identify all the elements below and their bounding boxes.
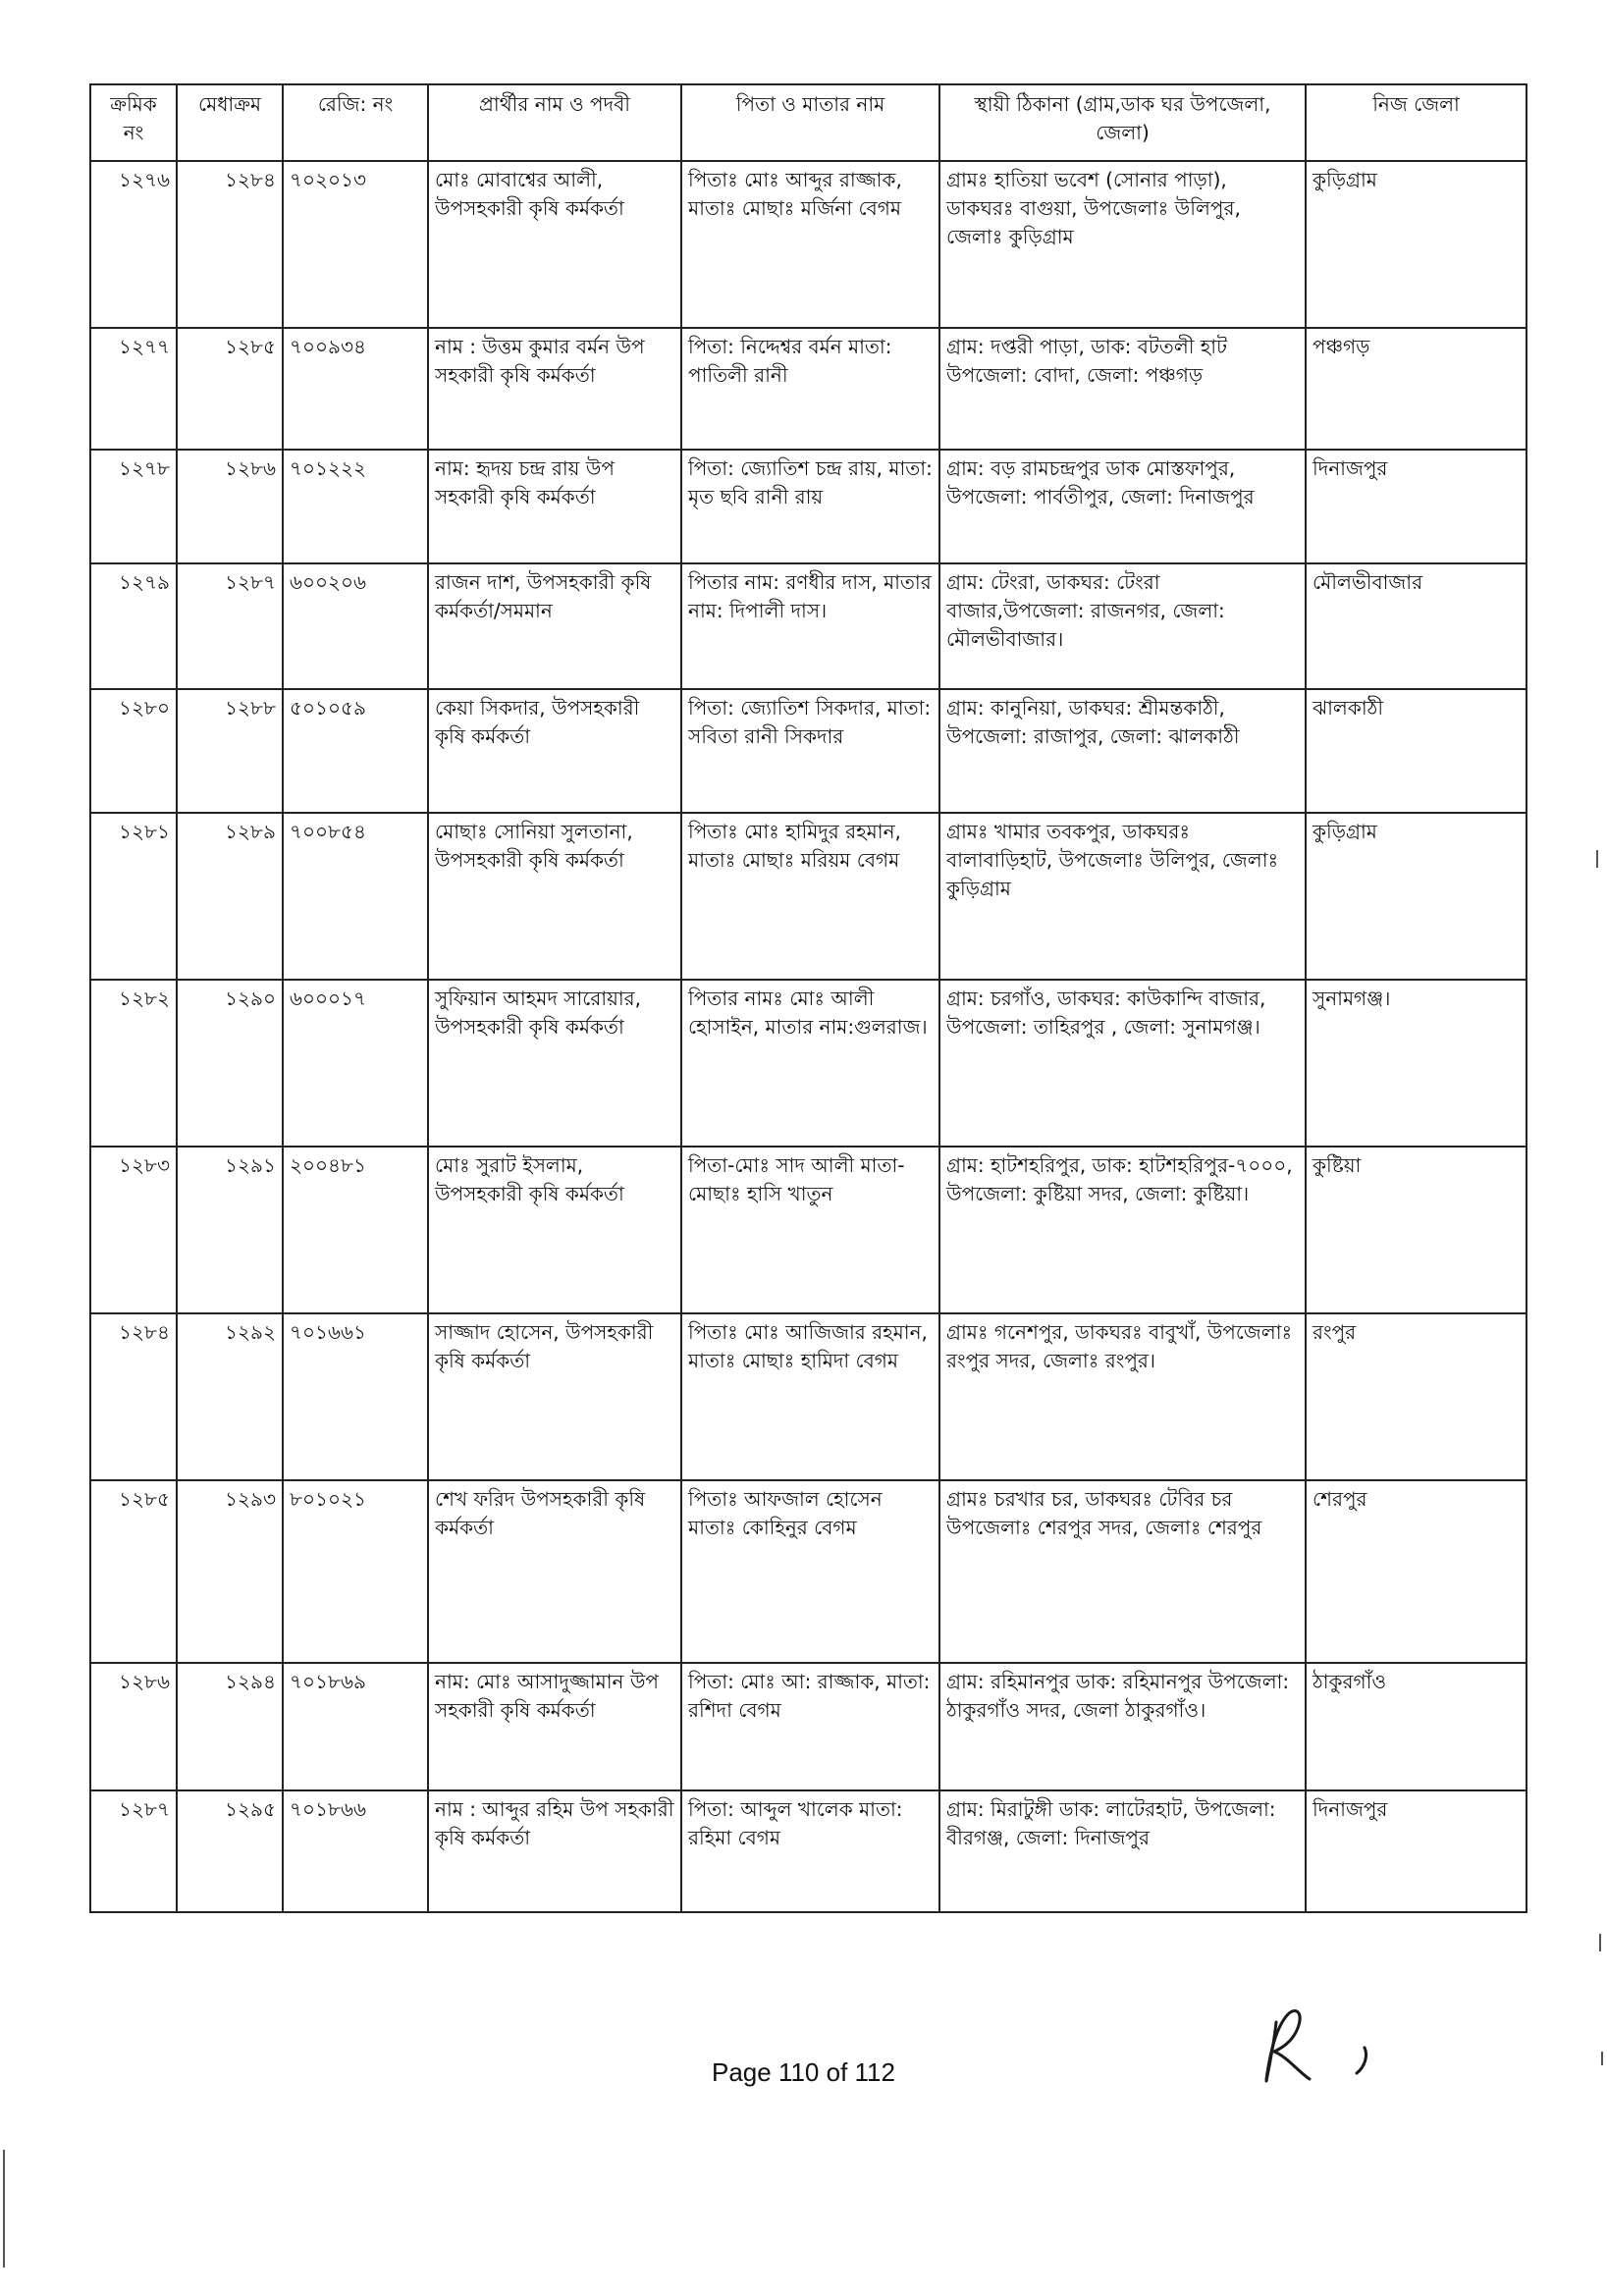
cell-merit: ১২৯৫	[177, 1790, 283, 1912]
cell-address: গ্রাম: মিরাটুঙ্গী ডাক: লাটেরহাট, উপজেলা: বীরগঞ্জ, জেলা: দিনাজপুর	[939, 1790, 1306, 1912]
header-parents: পিতা ও মাতার নাম	[681, 84, 939, 161]
cell-parents: পিতাঃ আফজাল হোসেন মাতাঃ কোহিনুর বেগম	[681, 1480, 939, 1663]
cell-name: মোছাঃ সোনিয়া সুলতানা, উপসহকারী কৃষি কর্মকর্তা	[428, 813, 681, 980]
cell-reg: ৭০১৮৬৯	[283, 1663, 428, 1790]
table-row	[90, 1663, 1527, 1790]
cell-serial: ১২৮৩	[90, 1147, 177, 1313]
cell-merit: ১২৮৯	[177, 813, 283, 980]
cell-reg: ৭০২০১৩	[283, 161, 428, 328]
cell-address: গ্রামঃ হাতিয়া ভবেশ (সোনার পাড়া), ডাকঘরঃ বাগুয়া, উপজেলাঃ উলিপুর, জেলাঃ কুড়িগ্রাম	[939, 161, 1306, 328]
cell-merit: ১২৮৫	[177, 328, 283, 450]
cell-merit: ১২৯২	[177, 1313, 283, 1480]
cell-name: নাম: হৃদয় চন্দ্র রায় উপ সহকারী কৃষি কর্মকর্তা	[428, 450, 681, 563]
header-reg: রেজি: নং	[283, 84, 428, 161]
table-body	[90, 161, 1527, 1912]
cell-reg: ৬০০২০৬	[283, 563, 428, 689]
table-row	[90, 689, 1527, 813]
cell-name: শেখ ফরিদ উপসহকারী কৃষি কর্মকর্তা	[428, 1480, 681, 1663]
cell-district: রংপুর	[1306, 1313, 1527, 1480]
table-row	[90, 450, 1527, 563]
cell-parents: পিতা: জ্যোতিশ চন্দ্র রায়, মাতা: মৃত ছবি রানী রায়	[681, 450, 939, 563]
scan-edge-mark	[1601, 2052, 1603, 2065]
cell-name: নাম : উত্তম কুমার বর্মন উপ সহকারী কৃষি কর্মকর্তা	[428, 328, 681, 450]
page-number: Page 110 of 112	[712, 2057, 895, 2087]
cell-district: ঝালকাঠী	[1306, 689, 1527, 813]
cell-serial: ১২৭৬	[90, 161, 177, 328]
cell-district: কুড়িগ্রাম	[1306, 813, 1527, 980]
cell-serial: ১২৮৭	[90, 1790, 177, 1912]
cell-address: গ্রাম: হাটশহরিপুর, ডাক: হাটশহরিপুর-৭০০০, উপজেলা: কুষ্টিয়া সদর, জেলা: কুষ্টিয়া।	[939, 1147, 1306, 1313]
cell-address: গ্রামঃ চরখার চর, ডাকঘরঃ টেবির চর উপজেলাঃ শেরপুর সদর, জেলাঃ শেরপুর	[939, 1480, 1306, 1663]
cell-address: গ্রাম: রহিমানপুর ডাক: রহিমানপুর উপজেলা: ঠাকুরগাঁও সদর, জেলা ঠাকুরগাঁও।	[939, 1663, 1306, 1790]
cell-name: মোঃ মোবাশ্বের আলী, উপসহকারী কৃষি কর্মকর্তা	[428, 161, 681, 328]
cell-district: পঞ্চগড়	[1306, 328, 1527, 450]
header-address: স্থায়ী ঠিকানা (গ্রাম,ডাক ঘর উপজেলা, জেলা)	[939, 84, 1306, 161]
cell-reg: ৭০০৯৩৪	[283, 328, 428, 450]
cell-district: সুনামগঞ্জ।	[1306, 980, 1527, 1147]
cell-name: নাম : আব্দুর রহিম উপ সহকারী কৃষি কর্মকর্তা	[428, 1790, 681, 1912]
cell-serial: ১২৮১	[90, 813, 177, 980]
cell-district: দিনাজপুর	[1306, 450, 1527, 563]
header-name: প্রার্থীর নাম ও পদবী	[428, 84, 681, 161]
table-row	[90, 563, 1527, 689]
cell-merit: ১২৮৬	[177, 450, 283, 563]
table-row	[90, 980, 1527, 1147]
cell-name: মোঃ সুরাট ইসলাম, উপসহকারী কৃষি কর্মকর্তা	[428, 1147, 681, 1313]
cell-parents: পিতার নাম: রণধীর দাস, মাতার নাম: দিপালী দাস।	[681, 563, 939, 689]
cell-parents: পিতা: জ্যোতিশ সিকদার, মাতা: সবিতা রানী সিকদার	[681, 689, 939, 813]
cell-reg: ৭০১৬৬১	[283, 1313, 428, 1480]
cell-serial: ১২৮২	[90, 980, 177, 1147]
header-row	[90, 84, 1527, 161]
cell-address: গ্রামঃ খামার তবকপুর, ডাকঘরঃ বালাবাড়িহাট, উপজেলাঃ উলিপুর, জেলাঃ কুড়িগ্রাম	[939, 813, 1306, 980]
cell-parents: পিতাঃ মোঃ আব্দুর রাজ্জাক, মাতাঃ মোছাঃ মর্জিনা বেগম	[681, 161, 939, 328]
header-district: নিজ জেলা	[1306, 84, 1527, 161]
table-row	[90, 1147, 1527, 1313]
cell-reg: ৭০০৮৫৪	[283, 813, 428, 980]
cell-name: নাম: মোঃ আসাদুজ্জামান উপ সহকারী কৃষি কর্মকর্তা	[428, 1663, 681, 1790]
cell-merit: ১২৯০	[177, 980, 283, 1147]
table-row	[90, 1790, 1527, 1912]
cell-serial: ১২৮৫	[90, 1480, 177, 1663]
cell-address: গ্রাম: কানুনিয়া, ডাকঘর: শ্রীমন্তকাঠী, উপজেলা: রাজাপুর, জেলা: ঝালকাঠী	[939, 689, 1306, 813]
header-serial: ক্রমিক নং	[90, 84, 177, 161]
cell-district: শেরপুর	[1306, 1480, 1527, 1663]
cell-merit: ১২৮৮	[177, 689, 283, 813]
table-row	[90, 1313, 1527, 1480]
cell-name: রাজন দাশ, উপসহকারী কৃষি কর্মকর্তা/সমমান	[428, 563, 681, 689]
cell-merit: ১২৯৩	[177, 1480, 283, 1663]
cell-parents: পিতা: আব্দুল খালেক মাতা: রহিমা বেগম	[681, 1790, 939, 1912]
cell-district: মৌলভীবাজার	[1306, 563, 1527, 689]
cell-address: গ্রাম: দপ্তরী পাড়া, ডাক: বটতলী হাট উপজেলা: বোদা, জেলা: পঞ্চগড়	[939, 328, 1306, 450]
cell-merit: ১২৯১	[177, 1147, 283, 1313]
cell-district: কুড়িগ্রাম	[1306, 161, 1527, 328]
scan-edge-mark	[3, 2150, 5, 2268]
table-row	[90, 328, 1527, 450]
cell-reg: ৭০১৮৬৬	[283, 1790, 428, 1912]
cell-name: সাজ্জাদ হোসেন, উপসহকারী কৃষি কর্মকর্তা	[428, 1313, 681, 1480]
cell-parents: পিতা: মোঃ আ: রাজ্জাক, মাতা: রশিদা বেগম	[681, 1663, 939, 1790]
cell-reg: ৮০১০২১	[283, 1480, 428, 1663]
cell-parents: পিতার নামঃ মোঃ আলী হোসাইন, মাতার নাম:গুলরাজ।	[681, 980, 939, 1147]
cell-parents: পিতা: নিদ্দেশ্বর বর্মন মাতা: পাতিলী রানী	[681, 328, 939, 450]
cell-address: গ্রামঃ গনেশপুর, ডাকঘরঃ বাবুখাঁ, উপজেলাঃ রংপুর সদর, জেলাঃ রংপুর।	[939, 1313, 1306, 1480]
cell-address: গ্রাম: বড় রামচন্দ্রপুর ডাক মোস্তফাপুর, উপজেলা: পার্বতীপুর, জেলা: দিনাজপুর	[939, 450, 1306, 563]
cell-address: গ্রাম: চরগাঁও, ডাকঘর: কাউকান্দি বাজার, উপজেলা: তাহিরপুর , জেলা: সুনামগঞ্জ।	[939, 980, 1306, 1147]
cell-serial: ১২৭৯	[90, 563, 177, 689]
cell-address: গ্রাম: টেংরা, ডাকঘর: টেংরা বাজার,উপজেলা: রাজনগর, জেলা: মৌলভীবাজার।	[939, 563, 1306, 689]
cell-serial: ১২৮৪	[90, 1313, 177, 1480]
table-row	[90, 1480, 1527, 1663]
cell-reg: ২০০৪৮১	[283, 1147, 428, 1313]
cell-parents: পিতাঃ মোঃ আজিজার রহমান, মাতাঃ মোছাঃ হামিদা বেগম	[681, 1313, 939, 1480]
cell-district: দিনাজপুর	[1306, 1790, 1527, 1912]
cell-merit: ১২৮৭	[177, 563, 283, 689]
cell-reg: ৭০১২২২	[283, 450, 428, 563]
cell-parents: পিতা-মোঃ সাদ আলী মাতা-মোছাঃ হাসি খাতুন	[681, 1147, 939, 1313]
cell-district: কুষ্টিয়া	[1306, 1147, 1527, 1313]
cell-serial: ১২৭৭	[90, 328, 177, 450]
cell-name: কেয়া সিকদার, উপসহকারী কৃষি কর্মকর্তা	[428, 689, 681, 813]
cell-serial: ১২৮৬	[90, 1663, 177, 1790]
header-merit: মেধাক্রম	[177, 84, 283, 161]
scan-edge-mark	[1599, 1934, 1601, 1951]
cell-serial: ১২৮০	[90, 689, 177, 813]
table-row	[90, 813, 1527, 980]
cell-district: ঠাকুরগাঁও	[1306, 1663, 1527, 1790]
scan-edge-mark	[1596, 850, 1598, 868]
cell-merit: ১২৮৪	[177, 161, 283, 328]
cell-reg: ৬০০০১৭	[283, 980, 428, 1147]
cell-serial: ১২৭৮	[90, 450, 177, 563]
cell-parents: পিতাঃ মোঃ হামিদুর রহমান, মাতাঃ মোছাঃ মরিয়ম বেগম	[681, 813, 939, 980]
table-row	[90, 161, 1527, 328]
cell-reg: ৫০১০৫৯	[283, 689, 428, 813]
cell-name: সুফিয়ান আহমদ সারোয়ার, উপসহকারী কৃষি কর্মকর্তা	[428, 980, 681, 1147]
cell-merit: ১২৯৪	[177, 1663, 283, 1790]
candidate-table	[89, 83, 1527, 1913]
